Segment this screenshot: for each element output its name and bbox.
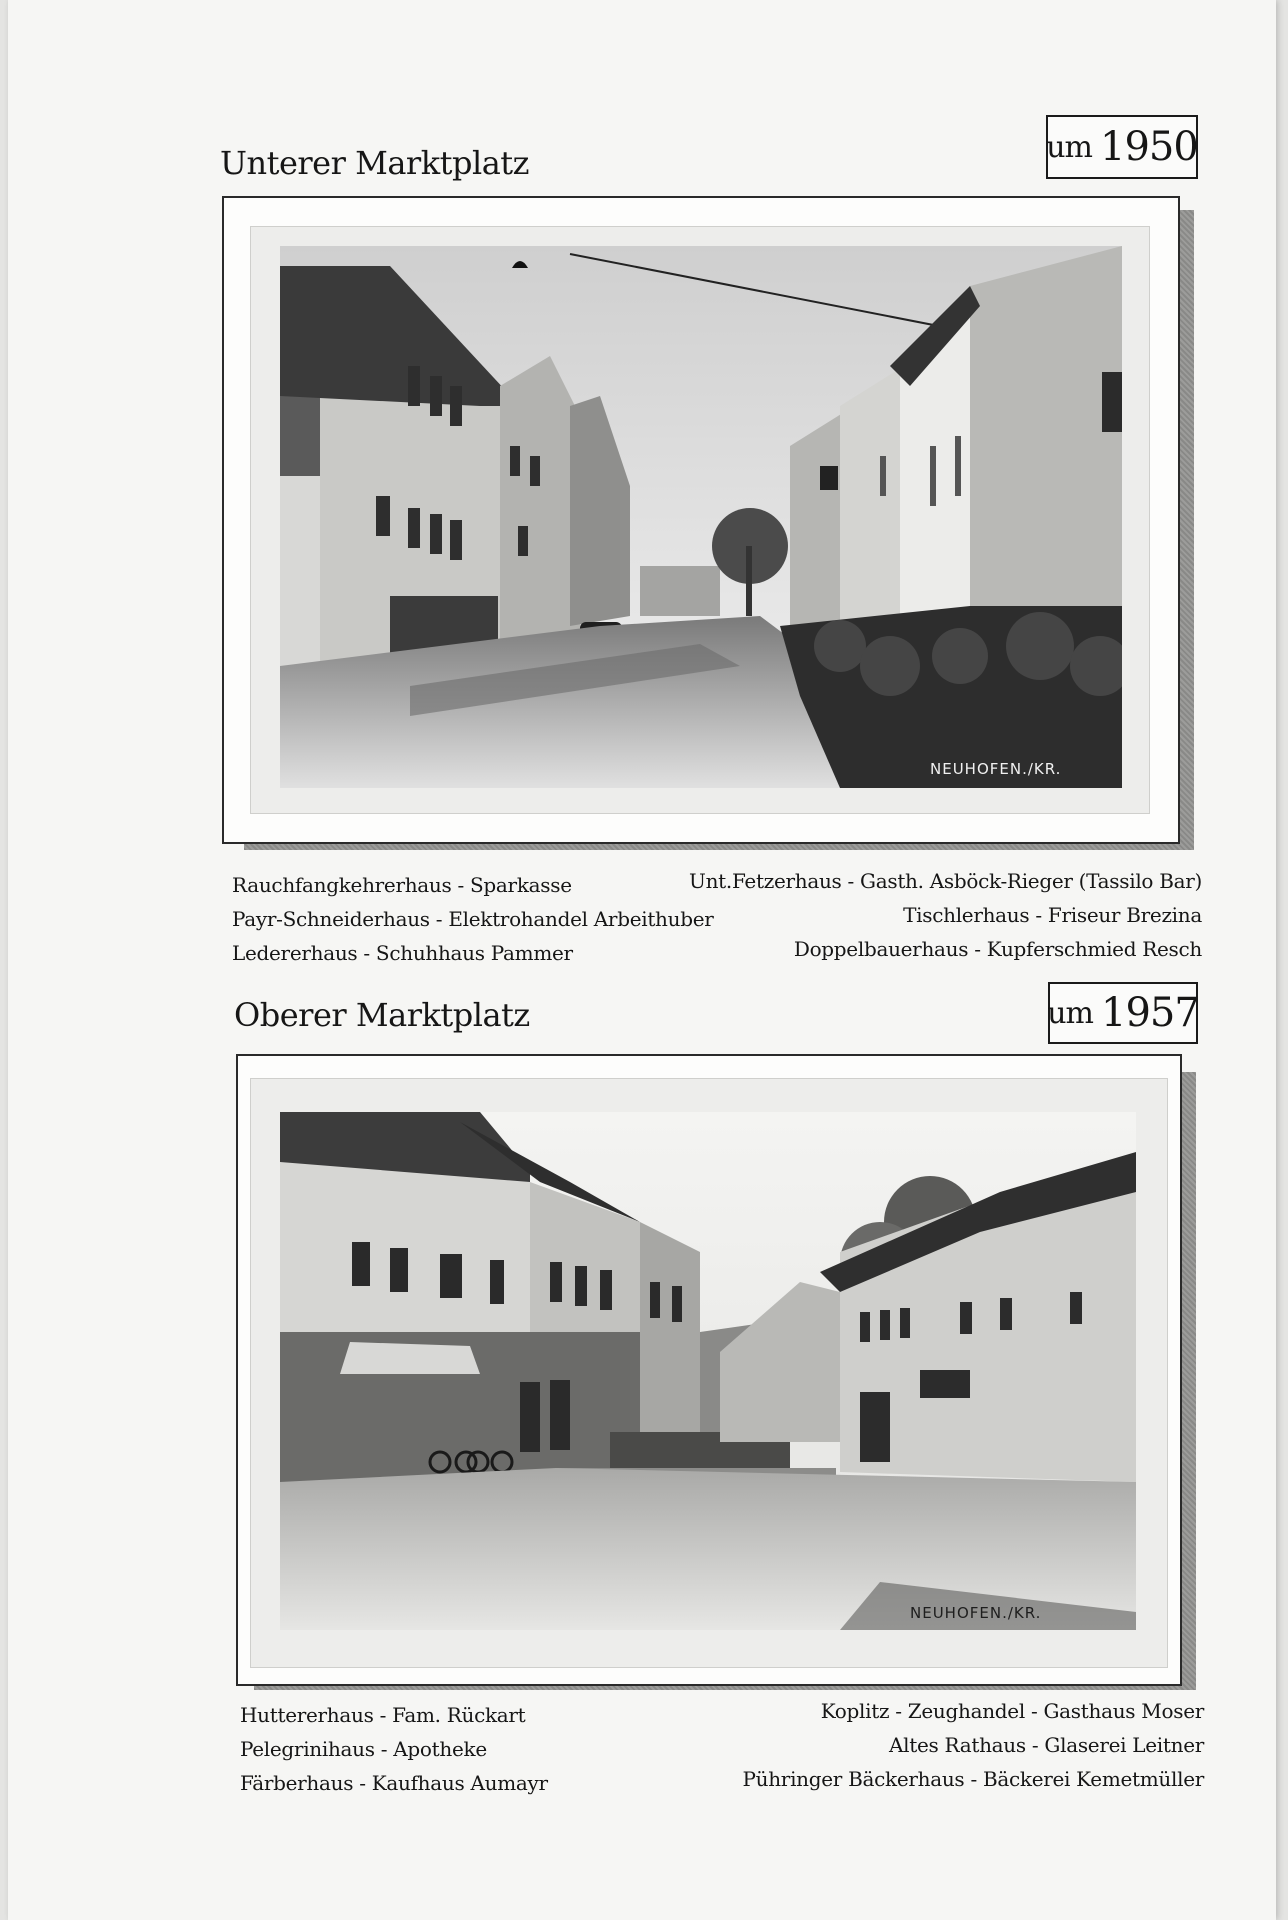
caption-line: Ledererhaus - Schuhhaus Pammer <box>232 941 573 965</box>
captions-right-1957 <box>742 1694 1204 1796</box>
caption-line: Unt.Fetzerhaus - Gasth. Asböck-Rieger (Tassilo Bar) <box>689 869 1202 893</box>
year-prefix: um <box>1047 995 1093 1031</box>
caption-line: Rauchfangkehrerhaus - Sparkasse <box>232 873 572 897</box>
captions-left-1957 <box>240 1698 548 1800</box>
photo-stamp: NEUHOFEN./KR. <box>930 760 1062 778</box>
year-prefix: um <box>1046 129 1092 165</box>
caption-line: Koplitz - Zeughandel - Gasthaus Moser <box>820 1699 1204 1723</box>
caption-line: Huttererhaus - Fam. Rückart <box>240 1703 526 1727</box>
year-badge-1957 <box>1048 982 1198 1044</box>
year-value: 1957 <box>1101 990 1199 1036</box>
photo-frame-1957 <box>236 1054 1182 1686</box>
caption-line: Färberhaus - Kaufhaus Aumayr <box>240 1771 548 1795</box>
book-page <box>8 0 1276 1920</box>
caption-line: Doppelbauerhaus - Kupferschmied Resch <box>793 937 1202 961</box>
photo-frame-1950 <box>222 196 1180 844</box>
section-title-unterer-marktplatz: Unterer Marktplatz <box>220 144 529 182</box>
caption-line: Payr-Schneiderhaus - Elektrohandel Arbeithuber <box>232 907 714 931</box>
photo-stamp: NEUHOFEN./KR. <box>910 1604 1042 1622</box>
caption-line: Tischlerhaus - Friseur Brezina <box>903 903 1202 927</box>
caption-line: Altes Rathaus - Glaserei Leitner <box>888 1733 1204 1757</box>
caption-line: Pelegrinihaus - Apotheke <box>240 1737 487 1761</box>
captions-left-1950 <box>232 868 714 970</box>
photo-unterer-marktplatz <box>280 246 1122 788</box>
year-badge-1950 <box>1046 115 1198 179</box>
photo-oberer-marktplatz <box>280 1112 1136 1630</box>
section-title-oberer-marktplatz: Oberer Marktplatz <box>234 996 530 1034</box>
caption-line: Pühringer Bäckerhaus - Bäckerei Kemetmüller <box>742 1767 1204 1791</box>
year-value: 1950 <box>1100 124 1198 170</box>
captions-right-1950 <box>689 864 1202 966</box>
